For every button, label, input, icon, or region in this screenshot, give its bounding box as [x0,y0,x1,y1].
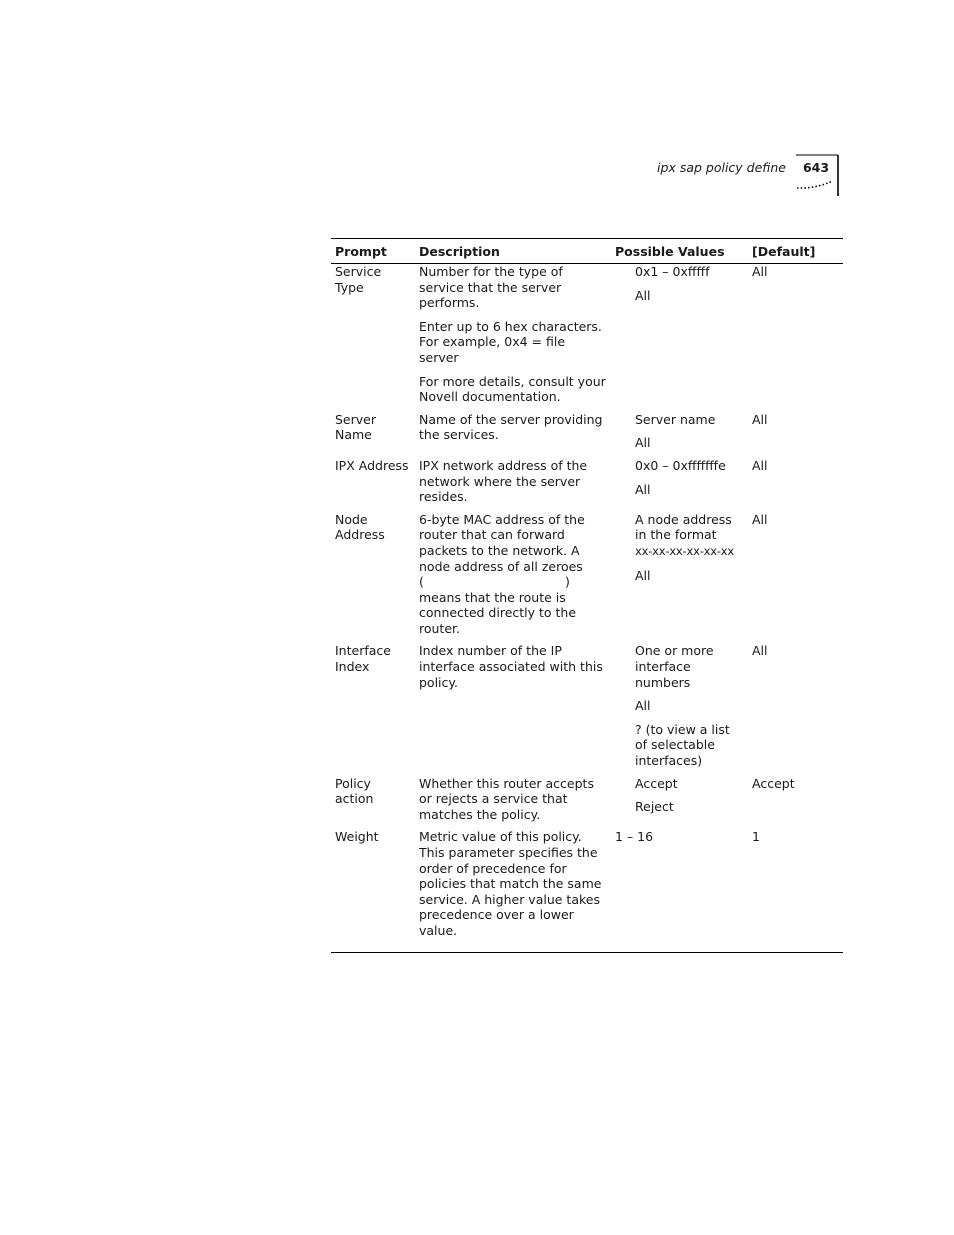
description-text-part: 6-byte MAC address of the router that can forward packets to the network. A node address of all zeroes [419,511,585,574]
default-cell: All [752,643,768,659]
mac-format: xx-xx-xx-xx-xx-xx [635,543,735,558]
prompt-cell: IPX Address [335,457,409,473]
table-row [331,643,843,775]
possible-value: All [635,698,651,714]
zero-address-close-paren: ) [565,574,570,590]
possible-value: One or more interface numbers [635,643,714,690]
prompt-cell: Service Type [335,264,382,295]
possible-value [635,512,744,560]
table-row [331,412,843,458]
possible-value-part: A node address in the format [635,511,732,543]
prompt-cell: Node Address [335,511,385,543]
prompt-cell: Weight [335,829,379,845]
prompt-cell: Server Name [335,411,376,443]
description-text: For more details, consult your Novell documentation. [419,373,606,405]
policy-parameter-table [331,238,843,953]
table-row [331,458,843,512]
possible-value: 1 – 16 [615,829,654,845]
default-cell: Accept [752,775,795,791]
description-text: Enter up to 6 hex characters. For example, 0x4 = file server [419,318,602,365]
default-cell: All [752,511,768,527]
column-header-default: [Default] [748,239,843,264]
possible-value: All [635,567,651,583]
prompt-cell: Interface Index [335,643,391,675]
description-text [419,512,607,637]
table-row [331,264,843,412]
description-text-part: means that the route is connected directly to the router. [419,589,577,636]
description-text: Number for the type of service that the server performs. [419,264,563,311]
page-number: 643 [802,160,830,175]
possible-value: Reject [635,799,674,815]
possible-value: Server name [635,411,716,427]
prompt-cell: Policy action [335,775,374,807]
possible-value: All [635,287,651,303]
description-text: Metric value of this policy. This parameter specifies the order of precedence for policies that match the same service. A higher value takes precedence over a lower value. [419,829,602,938]
possible-value: 0x0 – 0xfffffffe [635,457,726,473]
description-text: Whether this router accepts or rejects a service that matches the policy. [419,775,594,822]
table-row [331,829,843,952]
description-text: Index number of the IP interface associated with this policy. [419,643,603,690]
possible-value: All [635,481,651,497]
possible-value: All [635,435,651,451]
column-header-possible-values: Possible Values [611,239,748,264]
possible-value: 0x1 – 0xfffff [635,264,710,279]
default-cell: All [752,264,768,279]
column-header-prompt: Prompt [331,239,415,264]
running-head-title: ipx sap policy define [657,160,786,175]
possible-value: Accept [635,775,678,791]
description-text: Name of the server providing the services. [419,411,603,443]
default-cell: 1 [752,829,760,845]
table-row [331,776,843,830]
possible-value: ? (to view a list of selectable interfaces) [635,721,730,769]
default-cell: All [752,457,768,473]
description-text: IPX network address of the network where the server resides. [419,457,588,505]
column-header-description: Description [415,239,611,264]
header-corner-mark [794,154,842,200]
table-header-row [331,239,843,264]
table-row [331,512,843,644]
zero-address-open-paren: ( [419,574,424,590]
default-cell: All [752,411,768,427]
